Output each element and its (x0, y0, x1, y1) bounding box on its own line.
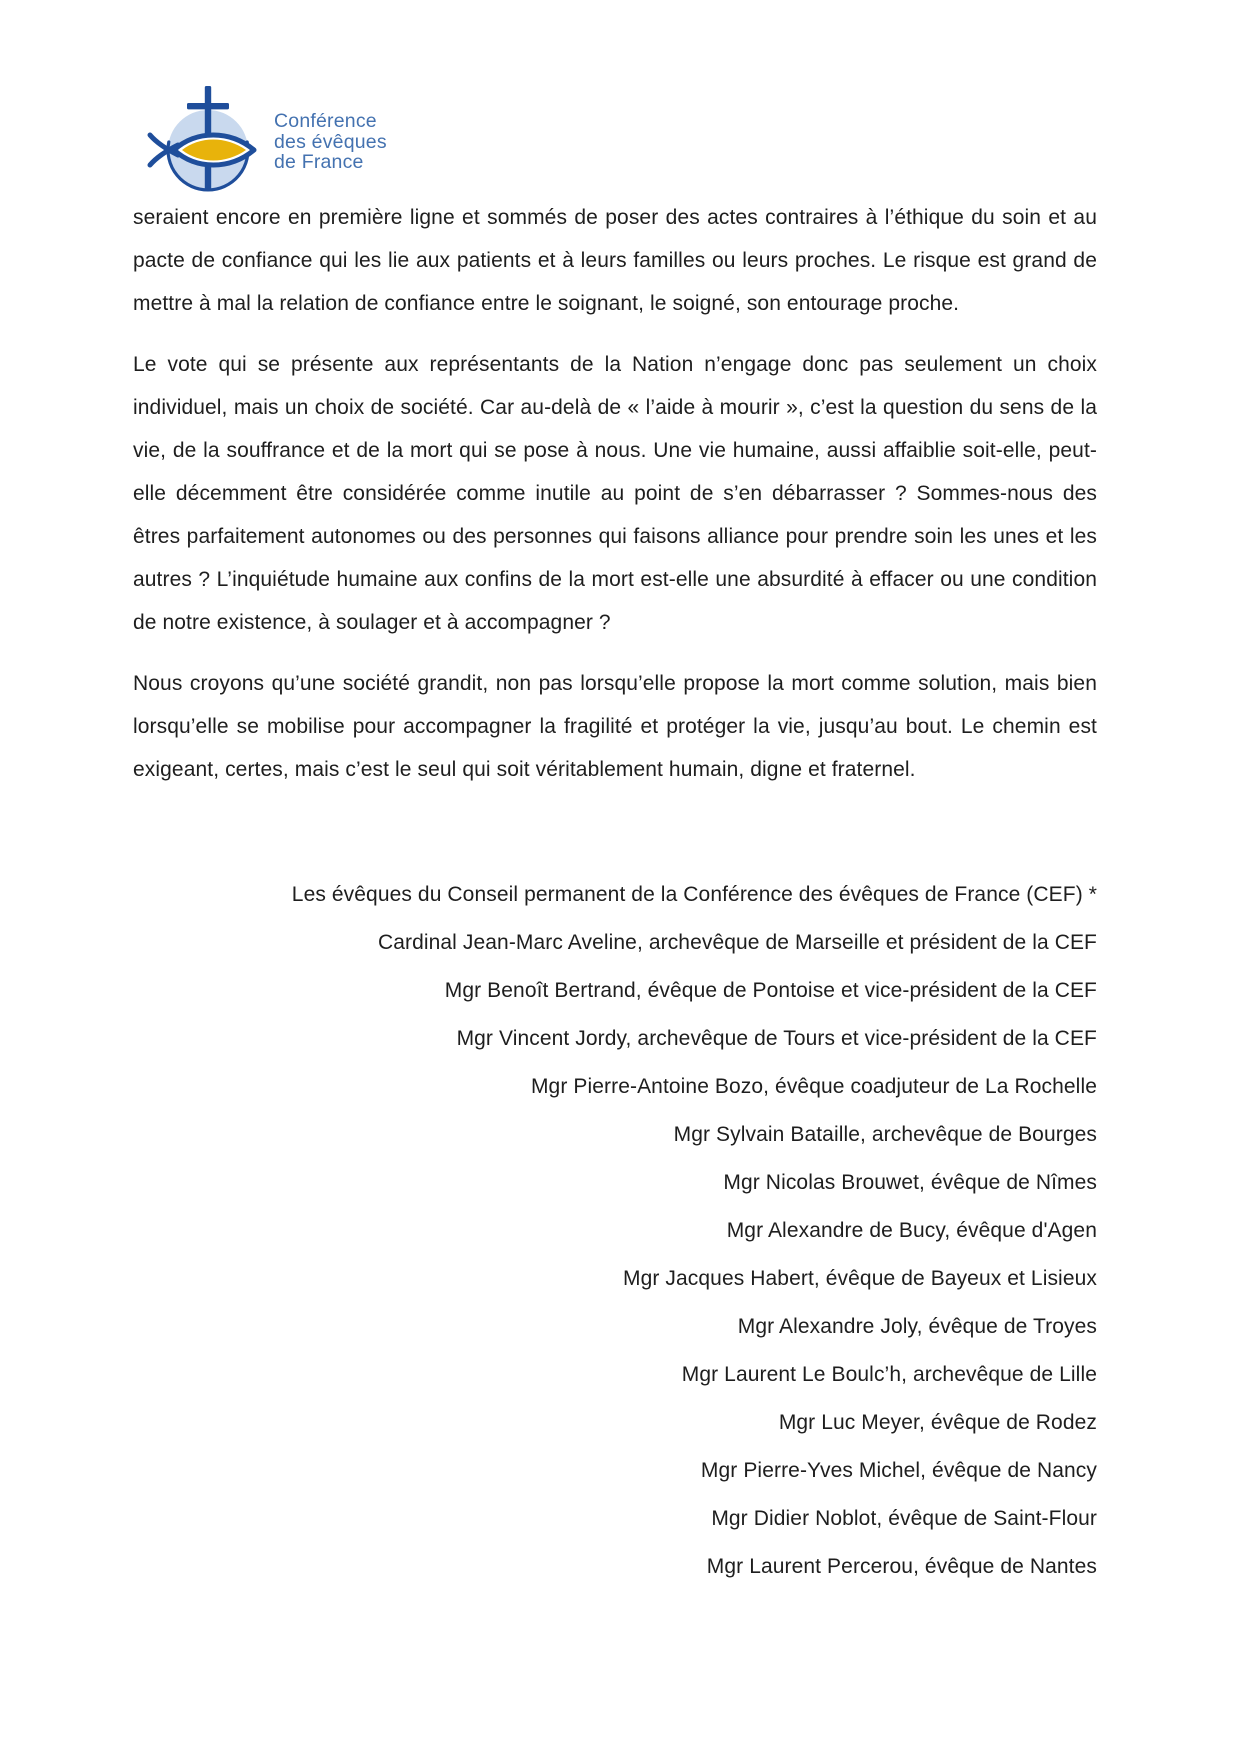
signatory-line: Mgr Didier Noblot, évêque de Saint-Flour (711, 1507, 1097, 1530)
signatory-line: Mgr Vincent Jordy, archevêque de Tours et vice-président de la CEF (456, 1027, 1097, 1050)
cef-logo (146, 84, 387, 198)
signatory-line: Mgr Benoît Bertrand, évêque de Pontoise et vice-président de la CEF (444, 979, 1097, 1002)
signatory-line: Mgr Nicolas Brouwet, évêque de Nîmes (723, 1171, 1097, 1194)
signatory-line: Mgr Alexandre de Bucy, évêque d'Agen (726, 1219, 1097, 1242)
signatory-line: Mgr Laurent Le Boulc’h, archevêque de Lille (681, 1363, 1097, 1386)
body-paragraph: Nous croyons qu’une société grandit, non pas lorsqu’elle propose la mort comme solution, mais bien lorsqu’elle se mobilise pour accompagner la fragilité et protéger la vie, jusqu’au bout. Le chemin est exigeant, certes, mais c’est le seul qui soit véritablement humain, digne et fraternel. (133, 672, 1097, 781)
letter-body (133, 196, 1097, 1591)
body-paragraph: Le vote qui se présente aux représentants de la Nation n’engage donc pas seulement un choix individuel, mais un choix de société. Car au-delà de « l’aide à mourir », c’est la question du sens de la vie, de la souffrance et de la mort qui se pose à nous. Une vie humaine, aussi affaiblie soit-elle, peut-elle décemment être considérée comme inutile au point de s’en débarrasser ? Sommes-nous des êtres parfaitement autonomes ou des personnes qui faisons alliance pour prendre soin les unes et les autres ? L’inquiétude humaine aux confins de la mort est-elle une absurdité à effacer ou une condition de notre existence, à soulager et à accompagner ? (133, 353, 1097, 634)
signatory-line: Mgr Luc Meyer, évêque de Rodez (778, 1411, 1097, 1434)
signatory-line: Mgr Sylvain Bataille, archevêque de Bourges (673, 1123, 1097, 1146)
signatory-line: Mgr Laurent Percerou, évêque de Nantes (706, 1555, 1097, 1578)
signatory-line: Mgr Pierre-Antoine Bozo, évêque coadjuteur de La Rochelle (530, 1075, 1097, 1098)
logo-word-line1: Conférence (274, 110, 377, 132)
signatory-line: Mgr Pierre-Yves Michel, évêque de Nancy (700, 1459, 1097, 1482)
body-paragraph: seraient encore en première ligne et sommés de poser des actes contraires à l’éthique du soin et au pacte de confiance qui les lie aux patients et à leurs familles ou leurs proches. Le risque est grand de mettre à mal la relation de confiance entre le soignant, le soigné, son entourage proche. (133, 206, 1097, 315)
signatory-line: Cardinal Jean-Marc Aveline, archevêque de Marseille et président de la CEF (377, 931, 1097, 954)
cef-logo-wordmark (274, 84, 387, 173)
signature-heading: Les évêques du Conseil permanent de la Conférence des évêques de France (CEF) * (291, 883, 1097, 906)
logo-word-line3: de France (274, 151, 364, 173)
logo-word-line2: des évêques (274, 130, 387, 153)
signatory-line: Mgr Jacques Habert, évêque de Bayeux et Lisieux (623, 1267, 1097, 1290)
signature-block (133, 871, 1097, 1591)
signatory-line: Mgr Alexandre Joly, évêque de Troyes (737, 1315, 1097, 1338)
cef-globe-fish-cross-icon (146, 84, 261, 198)
